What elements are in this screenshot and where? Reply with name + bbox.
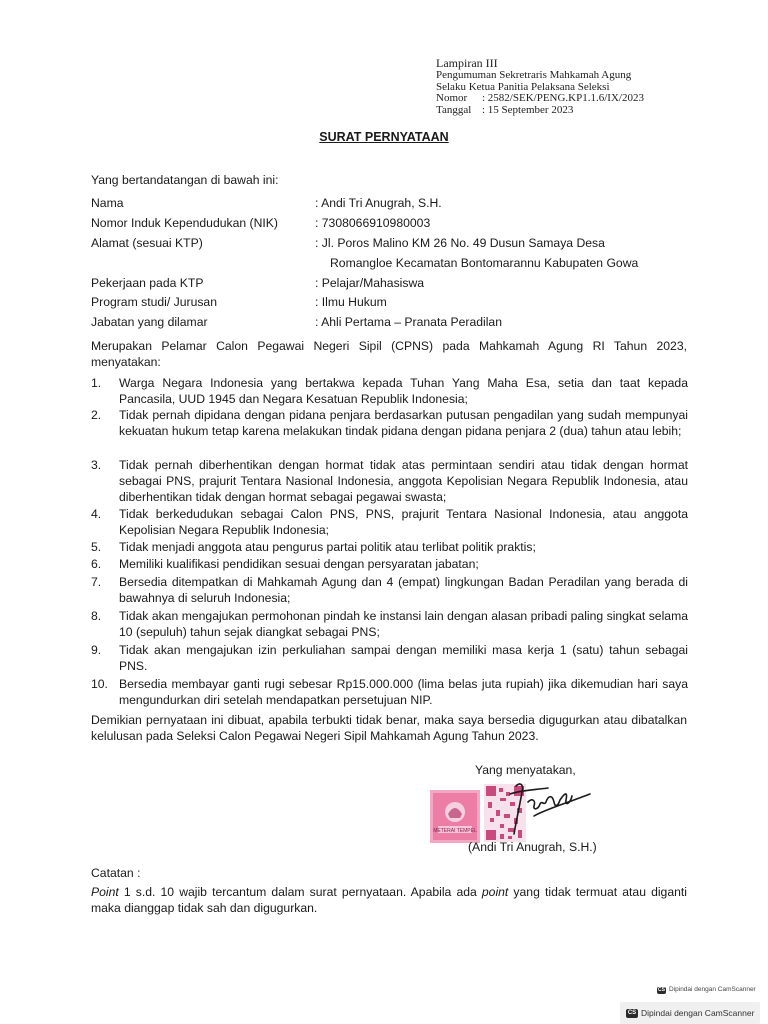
camscanner-watermark-large (620, 1002, 760, 1024)
signoff-text: Yang menyatakan, (475, 763, 576, 777)
field-label-nama: Nama (91, 196, 124, 210)
camscanner-icon: CS (658, 986, 665, 993)
list-item-text: Tidak menjadi anggota atau pengurus partai politik atau terlibat politik praktis; (119, 540, 536, 554)
field-value-nik: : 7308066910980003 (315, 216, 431, 230)
lampiran-line-2: Selaku Ketua Panitia Pelaksana Seleksi (436, 80, 610, 93)
field-value-alamat-2: Romangloe Kecamatan Bontomarannu Kabupaten Gowa (330, 256, 639, 270)
handwritten-signature (494, 772, 594, 842)
closing-paragraph: Demikian pernyataan ini dibuat, apabila terbukti tidak benar, maka saya bersedia digugurkan atau dibatalkan kelulusan pada Seleksi Calon Pegawai Negeri Sipil Mahkamah Agung Tahun 2023. (91, 713, 687, 743)
list-item-text: Tidak pernah dipidana dengan pidana penjara berdasarkan putusan pengadilan yang sudah mempunyai kekuatan hukum tetap karena melakukan tindak pidana dengan pidana penjara 2 (dua) tahun atau lebih; (119, 408, 688, 438)
list-item-text: Tidak berkedudukan sebagai Calon PNS, PNS, prajurit Tentara Nasional Indonesia, atau anggota Kepolisian Negara Republik Indonesia; (119, 507, 688, 537)
list-item-text: Warga Negara Indonesia yang bertakwa kepada Tuhan Yang Maha Esa, setia dan taat kepada Pancasila, UUD 1945 dan Negara Kesatuan Republik Indonesia; (119, 376, 688, 406)
meterai-stamp (430, 790, 480, 843)
lampiran-meta (436, 93, 644, 116)
field-value-pekerjaan: : Pelajar/Mahasiswa (315, 276, 425, 290)
list-item-number: 10. (91, 677, 108, 691)
lampiran-line-1: Pengumuman Sekretraris Mahkamah Agung (436, 69, 632, 81)
list-item-text: Bersedia ditempatkan di Mahkamah Agung dan 4 (empat) lingkungan Badan Peradilan yang berada di bawahnya di seluruh Indonesia; (119, 575, 688, 605)
signer-name: (Andi Tri Anugrah, S.H.) (468, 840, 597, 854)
list-item-text: Bersedia membayar ganti rugi sebesar Rp15.000.000 (lima belas juta rupiah) jika dikemudian hari saya mengundurkan diri setelah mendapatkan persetujuan NIP. (119, 677, 688, 707)
note-point-italic: Point (91, 885, 119, 899)
note-text-part-2: yang tidak termuat atau diganti maka dianggap tidak sah dan digugurkan. (91, 885, 687, 915)
list-item-text: Tidak akan mengajukan permohonan pindah ke instansi lain dengan alasan pribadi paling singkat selama 10 (sepuluh) tahun sejak diangkat sebagai PNS; (119, 609, 688, 639)
note-text-part-1: 1 s.d. 10 wajib tercantum dalam surat pernyataan. Apabila ada (118, 885, 482, 899)
list-item-number: 7. (91, 575, 102, 589)
note-text (91, 884, 687, 916)
tanggal-label: Tanggal (436, 103, 472, 116)
document-title: SURAT PERNYATAAN (319, 130, 449, 144)
field-label-pekerjaan: Pekerjaan pada KTP (91, 276, 204, 290)
nomor-value: : 2582/SEK/PENG.KP1.1.6/IX/2023 (482, 92, 644, 104)
list-item-number: 2. (91, 408, 102, 422)
list-item-number: 4. (91, 507, 102, 521)
list-item-text: Tidak akan mengajukan izin perkuliahan sampai dengan memiliki masa kerja 1 (satu) tahun sebagai PNS. (119, 643, 688, 673)
field-value-nama: : Andi Tri Anugrah, S.H. (315, 196, 442, 210)
tanggal-value: : 15 September 2023 (482, 103, 574, 116)
field-value-jabatan: : Ahli Pertama – Pranata Peradilan (315, 315, 502, 329)
field-label-alamat: Alamat (sesuai KTP) (91, 236, 203, 250)
statement-intro: Merupakan Pelamar Calon Pegawai Negeri Sipil (CPNS) pada Mahkamah Agung RI Tahun 2023, menyatakan: (91, 339, 687, 369)
lampiran-title: Lampiran III (436, 56, 498, 70)
field-label-jabatan: Jabatan yang dilamar (91, 315, 208, 329)
camscanner-watermark-small (657, 982, 756, 998)
camscanner-icon: CS (627, 1009, 637, 1016)
field-value-program-studi: : Ilmu Hukum (315, 295, 387, 309)
field-value-alamat: : Jl. Poros Malino KM 26 No. 49 Dusun Samaya Desa (315, 236, 605, 250)
list-item-number: 1. (91, 376, 102, 390)
signature-area (430, 772, 630, 842)
intro-text: Yang bertandatangan di bawah ini: (91, 173, 279, 187)
note-heading: Catatan : (91, 866, 141, 880)
camscanner-text-small: Dipindai dengan CamScanner (669, 986, 756, 993)
list-item-number: 5. (91, 540, 102, 554)
camscanner-text-large: Dipindai dengan CamScanner (641, 1008, 755, 1018)
list-item-number: 9. (91, 643, 102, 657)
list-item-number: 8. (91, 609, 102, 623)
list-item-number: 6. (91, 557, 102, 571)
list-item-text: Tidak pernah diberhentikan dengan hormat tidak atas permintaan sendiri atau tidak dengan hormat sebagai PNS, prajurit Tentara Nasional Indonesia, anggota Kepolisian Negara Republik Indonesia, atau diberhentikan tidak dengan hormat sebagai pegawai swasta; (119, 458, 688, 504)
nomor-label: Nomor (436, 92, 468, 104)
stamp-label: METERAI TEMPEL (433, 828, 477, 834)
note-point-italic-2: point (481, 885, 509, 899)
field-label-program-studi: Program studi/ Jurusan (91, 295, 217, 309)
list-item-text: Memiliki kualifikasi pendidikan sesuai dengan persyaratan jabatan; (119, 557, 479, 571)
list-item-number: 3. (91, 458, 102, 472)
field-label-nik: Nomor Induk Kependudukan (NIK) (91, 216, 278, 230)
lampiran-header (436, 57, 644, 116)
